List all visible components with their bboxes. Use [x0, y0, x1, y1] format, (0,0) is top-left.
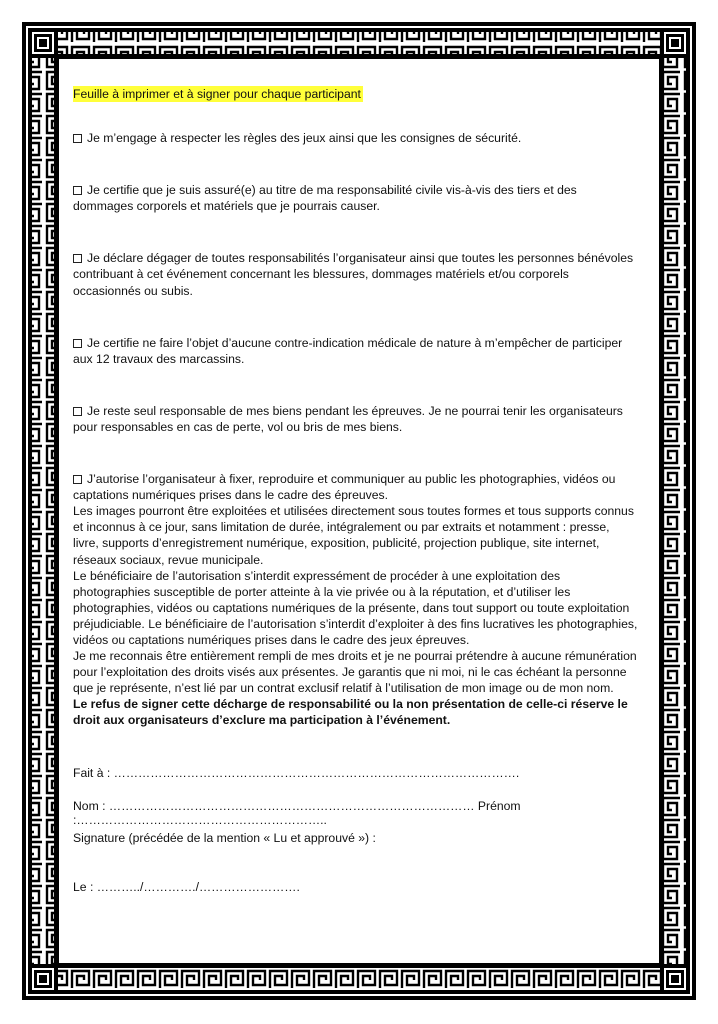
date-field[interactable]: Le : ………../…………./……………………. [73, 880, 300, 894]
rights-paragraph: Je me reconnais être entièrement rempli de mes droits et je ne pourrai prétendre à aucune rémunération pour l’exploitation des droits visés aux présentes. Je garantis que ni moi, ni le cas échéant la personne que je représente, n’est lié par un contrat exclusif relatif à l’utilisation de mon image ou de mon nom. [73, 649, 637, 696]
checkbox[interactable] [73, 254, 82, 263]
beneficiary-paragraph: Le bénéficiaire de l’autorisation s’interdit expressément de procéder à une exploitation des photographies susceptible de porter atteinte à la vie privée ou à la réputation, et d’utiliser les photographies, vidéos ou captations numériques de la présente, dans tout support ou toute exploitation préjudiciable. Le bénéficiaire de l’autorisation s’interdit d’exploiter à des fins lucratives les photographies, vidéos ou captations numériques prises dans le cadre des jeux épreuves. [73, 568, 638, 647]
clause-text: Je reste seul responsable de mes biens pendant les épreuves. Je ne pourrai tenir les organisateurs pour responsables en cas de perte, vol ou bris de mes biens. [73, 403, 623, 434]
checkbox[interactable] [73, 339, 82, 348]
checkbox[interactable] [73, 407, 82, 416]
page-heading: Feuille à imprimer et à signer pour chaque participant [73, 87, 361, 101]
fait-a-field[interactable]: Fait à : ………………………………………………………………………………………. [73, 766, 520, 780]
form-content [73, 86, 638, 737]
clause-insurance [73, 182, 638, 214]
clause-text: Je m’engage à respecter les règles des jeux ainsi que les consignes de sécurité. [87, 131, 522, 146]
checkbox[interactable] [73, 475, 82, 484]
clause-text: J’autorise l’organisateur à fixer, reproduire et communiquer au public les photographies, vidéos ou captations numériques prises dans le cadre des épreuves. [73, 472, 616, 503]
image-usage-paragraph: Les images pourront être exploitées et utilisées directement sous toutes formes et tous supports connus et inconnus à ce jour, sans limitation de durée, intégralement ou par extraits et notamment : presse, livre, supports d’enregistrement numérique, exposition, publicité, projection publique, site internet, réseaux sociaux, revue municipale. [73, 504, 634, 567]
clause-belongings [73, 403, 638, 435]
clause-text: Je certifie ne faire l’objet d’aucune contre-indication médicale de nature à m’empêcher de participer aux 12 travaux des marcassins. [73, 335, 623, 366]
refusal-warning: Le refus de signer cette décharge de responsabilité ou la non présentation de celle-ci réserve le droit aux organisateurs d’exclure ma participation à l’événement. [73, 697, 628, 728]
clause-medical [73, 335, 638, 367]
checkbox[interactable] [73, 186, 82, 195]
clause-liability-release [73, 250, 638, 298]
clause-safety-rules [73, 130, 638, 146]
clause-text: Je certifie que je suis assuré(e) au titre de ma responsabilité civile vis-à-vis des tiers et des dommages corporels et matériels que je pourrais causer. [73, 183, 577, 214]
clause-text: Je déclare dégager de toutes responsabilités l’organisateur ainsi que toutes les personnes bénévoles contribuant à cet événement concernant les blessures, dommages matériels et/ou corporels occasionnés ou subis. [73, 251, 634, 298]
name-field[interactable]: Nom : ……………………………………………………………………………… Prénom :…………………………………………………….. [73, 799, 521, 827]
signature-label: Signature (précédée de la mention « Lu et approuvé ») : [73, 831, 376, 845]
clause-image-rights [73, 471, 638, 729]
checkbox[interactable] [73, 134, 82, 143]
